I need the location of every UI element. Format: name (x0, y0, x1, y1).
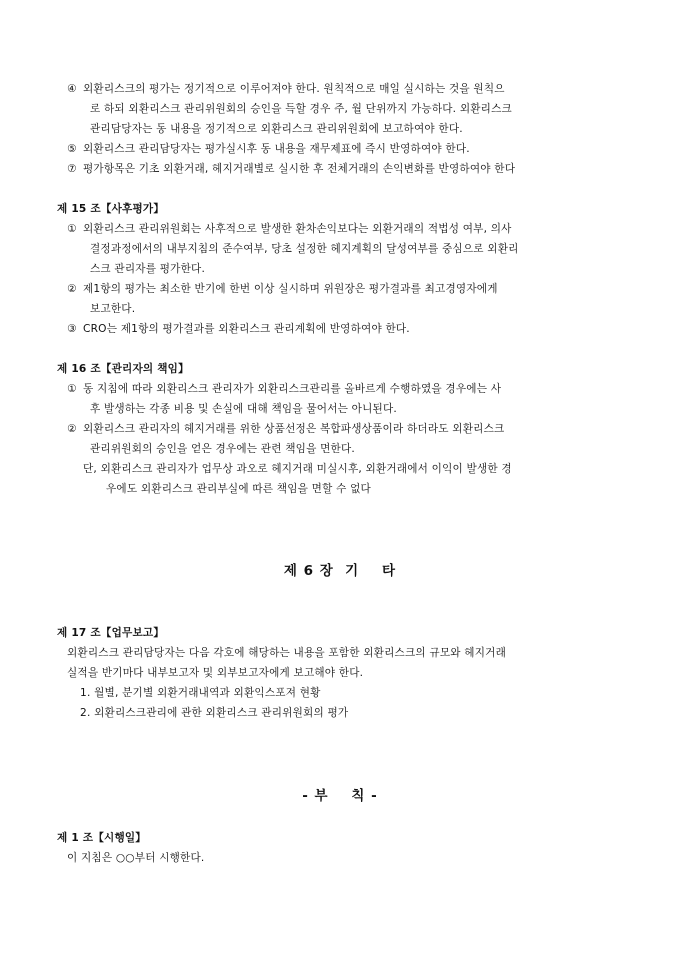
art16-item2-line2: 관리위원회의 승인을 얻은 경우에는 관련 책임을 면한다. (90, 443, 355, 455)
art16-proviso-line1: 단, 외환리스크 관리자가 업무상 과오로 헤지거래 미실시후, 외환거래에서 이익이 발생한 경 (83, 463, 512, 475)
art16-heading: 제 16 조【관리자의 책임】 (57, 363, 189, 375)
art15-item3: ③ CRO는 제1항의 평가결과를 외환리스크 관리계획에 반영하여야 한다. (67, 323, 410, 335)
art16-item1-line2: 후 발생하는 각종 비용 및 손실에 대해 책임을 물어서는 아니된다. (90, 403, 397, 415)
art14-item7: ⑦ 평가항목은 기초 외환거래, 헤지거래별로 실시한 후 전체거래의 손익변화를 반영하여야 한다 (67, 163, 516, 175)
art15-item2-line2: 보고한다. (90, 303, 136, 315)
art14-item4-line3: 관리담당자는 동 내용을 정기적으로 외환리스크 관리위원회에 보고하여야 한다. (90, 123, 463, 135)
art15-item1-line3: 스크 관리자를 평가한다. (90, 263, 206, 275)
art14-item4-line1: ④ 외환리스크의 평가는 정기적으로 이루어져야 한다. 원칙적으로 매일 실시하는 것을 원칙으 (67, 83, 505, 95)
art14-item5-marker: ⑤ (67, 143, 77, 155)
art17-line1: 외환리스크 관리담당자는 다음 각호에 해당하는 내용을 포함한 외환리스크의 규모와 헤지거래 (67, 647, 507, 659)
supp-art1-text: 이 지침은 ○○부터 시행한다. (67, 852, 205, 864)
art15-item2-marker: ② (67, 283, 77, 295)
art16-item2-marker: ② (67, 423, 77, 435)
art15-heading: 제 15 조【사후평가】 (57, 203, 165, 215)
art15-item3-marker: ③ (67, 323, 77, 335)
supp-art1-heading: 제 1 조【시행일】 (57, 832, 147, 844)
art16-item1-marker: ① (67, 383, 77, 395)
art14-item4-line2: 로 하되 외환리스크 관리위원회의 승인을 득할 경우 주, 월 단위까지 가능하다. 외환리스크 (90, 103, 512, 115)
art17-line2: 실적을 반기마다 내부보고자 및 외부보고자에게 보고해야 한다. (67, 667, 364, 679)
art15-item1-marker: ① (67, 223, 77, 235)
art15-item1-line1: ① 외환리스크 관리위원회는 사후적으로 발생한 환차손익보다는 외환거래의 적법성 여부, 의사 (67, 223, 512, 235)
art14-item5: ⑤ 외환리스크 관리담당자는 평가실시후 동 내용을 재무제표에 즉시 반영하여야 한다. (67, 143, 470, 155)
art16-item1-line1: ① 동 지침에 따라 외환리스크 관리자가 외환리스크관리를 올바르게 수행하였을 경우에는 사 (67, 383, 502, 395)
art15-item2-line1: ② 제1항의 평가는 최소한 반기에 한번 이상 실시하며 위원장은 평가결과를 최고경영자에게 (67, 283, 498, 295)
chapter6-title: 제 6 장 기 타 (283, 563, 397, 579)
art14-item7-marker: ⑦ (67, 163, 77, 175)
art17-list-item-1: 1. 월별, 분기별 외환거래내역과 외환익스포져 현황 (80, 687, 321, 699)
art16-item2-line1: ② 외환리스크 관리자의 헤지거래를 위한 상품선정은 복합파생상품이라 하더라도 외환리스크 (67, 423, 505, 435)
supplementary-title: - 부 칙 - (302, 788, 378, 804)
art17-heading: 제 17 조【업무보고】 (57, 627, 165, 639)
art16-proviso-line2: 우에도 외환리스크 관리부실에 따른 책임을 면할 수 없다 (106, 483, 371, 495)
art14-item4-marker: ④ (67, 83, 77, 95)
art15-item1-line2: 결정과정에서의 내부지침의 준수여부, 당초 설정한 헤지계획의 달성여부를 중심으로 외환리 (90, 243, 519, 255)
art17-list-item-2: 2. 외환리스크관리에 관한 외환리스크 관리위원회의 평가 (80, 707, 349, 719)
